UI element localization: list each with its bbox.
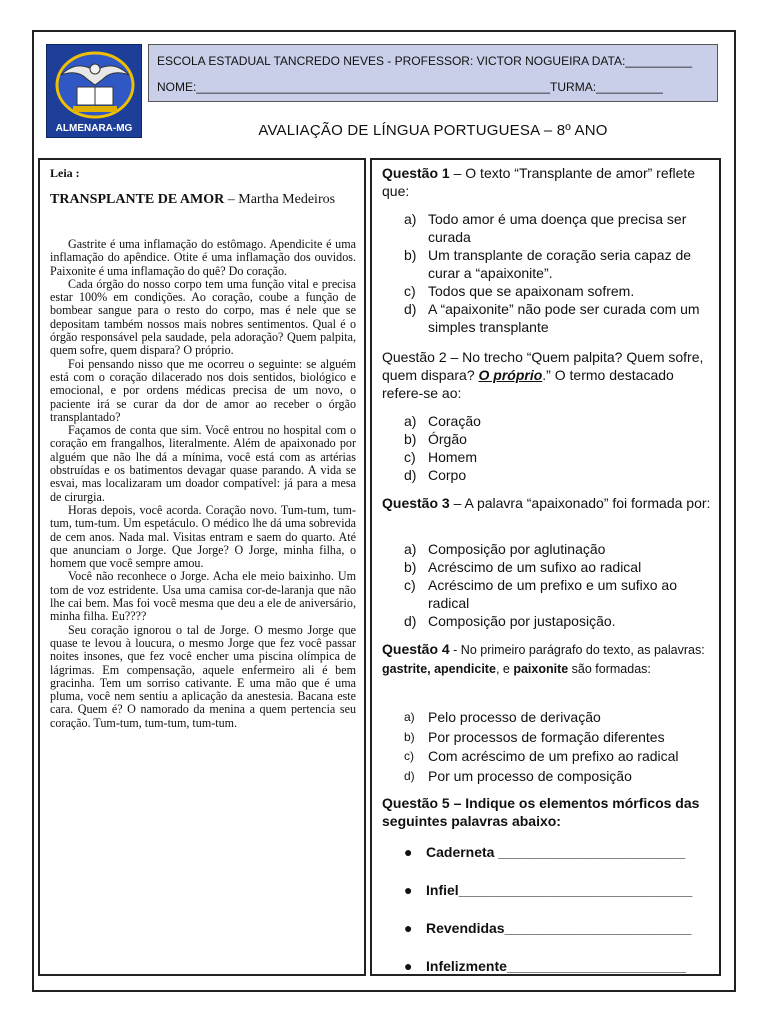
question-2 [382,348,712,402]
option-item[interactable]: a) Coração [404,413,481,429]
question-2-options [404,412,710,484]
story-author: – Martha Medeiros [224,192,336,207]
question-1-text: – O texto “Transplante de amor” reflete que: [382,165,696,199]
answer-line[interactable]: ● Revendidas________________________ [404,920,692,936]
question-3 [382,494,712,512]
bullet-icon: ● [404,882,413,898]
answer-line[interactable]: ● Infelizmente_______________________ [404,958,686,974]
logo-caption: ALMENARA-MG [55,123,133,134]
question-5-list [402,844,712,976]
option-item[interactable]: b) Por processos de formação diferentes [404,728,665,745]
story-body [50,238,356,730]
story-paragraph: Horas depois, você acorda. Coração novo. Tum-tum, tum-tum, tum-tum. Um espetáculo. O médico lhe dá uma sobrevida de cem anos. Nada mal. Visitas entram e saem do quarto. Até que anunciam o Jorge. Que Jorge? O Jorge, minha filha, o homem que você sempre amou. [50,502,356,571]
answer-line[interactable]: ● Infiel______________________________ [404,882,693,898]
option-item[interactable]: b) Órgão [404,431,467,447]
question-4: Questão 4 - No primeiro parágrafo do texto, as palavras: gastrite, apendicite, e paixonite são formadas: [382,641,705,676]
option-item[interactable]: d) Corpo [404,467,467,483]
question-4-text: - No primeiro parágrafo do texto, as palavras: [449,643,705,657]
option-item[interactable]: c) Com acréscimo de um prefixo ao radical [404,748,679,764]
option-item[interactable]: a) Composição por aglutinação [404,541,606,557]
question-2-text: Questão 2 – No trecho “Quem palpita? Quem sofre, quem dispara? [382,349,704,383]
option-item[interactable]: b) Um transplante de coração seria capaz de curar a “apaixonite”. [404,247,692,281]
question-1-options [404,210,710,336]
question-3-label: Questão 3 [382,495,450,511]
answer-line[interactable]: ● Caderneta ________________________ [404,844,686,860]
option-item[interactable]: a) Pelo processo de derivação [404,709,601,725]
question-4-words: gastrite, apendicite [382,662,496,676]
school-logo [46,44,142,138]
option-item[interactable]: d) Por um processo de composição [404,767,632,784]
bullet-icon: ● [404,958,413,974]
story-paragraph: Gastrite é uma inflamação do estômago. Apendicite é uma inflamação do apêndice. Otite é uma inflamação dos ouvidos. Paixonite é uma inflamação do quê? Do coração. [50,237,356,278]
question-2-text-end: .” O termo destacado refere-se ao: [382,367,674,401]
story-paragraph: Você não reconhece o Jorge. Acha ele meio baixinho. Um tom de voz estridente. Usa uma camisa cor-de-laranja que não lhe cai bem. Mas foi você mesma que deu a ele de aniversário, minha filha. Eu???? [50,569,356,624]
story-paragraph: Seu coração ignorou o tal de Jorge. O mesmo Jorge que quase te levou à loucura, o mesmo Jorge que fez você passar noites insones, que fez você encher uma piscina olímpica de lágrimas. Em compensação, aquele enfermeiro ali é bem gracinha. Tem um sorriso cativante. E uma mão que é uma pluma, você nem sentiu a aplicação da anestesia. Bacana este cara. Quem é? O namorado da menina a quem pertencia seu coração. Tum-tum, tum-tum, tum-tum. [50,622,356,730]
reading-lead: Leia : [50,166,80,180]
question-3-options [404,540,710,630]
story-paragraph: Cada órgão do nosso corpo tem uma função vital e precisa estar 100% em condições. Ao coração, coube a função de bombear sangue para o resto do corpo, mas é nele que se depositam também nossos mais nobres sentimentos. Qual é o órgão responsável pela saudade, pela adoração? Quem palpita, quem sofre, quem dispara? O próprio. [50,276,356,358]
option-item[interactable]: d) Composição por justaposição. [404,613,616,629]
reading-panel [38,158,366,976]
option-item[interactable]: c) Acréscimo de um prefixo e um sufixo ao radical [404,577,677,611]
header-info-box [148,44,718,102]
question-2-highlight: O próprio [478,367,543,383]
questions-panel [370,158,721,976]
question-1-label: Questão 1 [382,165,450,181]
story-paragraph: Foi pensando nisso que me ocorreu o seguinte: se alguém está com o coração dilacerado nos dois sentidos, biológico e emocional, e por ordens médicas precisa de um novo, o paciente irá se curar da dor de amor ao receber o órgão transplantado? [50,356,356,424]
bullet-icon: ● [404,844,413,860]
story-title [50,192,350,208]
option-item[interactable]: d) A “apaixonite” não pode ser curada com um simples transplante [404,301,700,335]
question-1 [382,164,712,200]
question-4-word: paixonite [513,662,569,676]
evaluation-title: AVALIAÇÃO DE LÍNGUA PORTUGUESA – 8º ANO [258,122,608,139]
name-class-line: NOME:_____________________________________________________TURMA:__________ [157,80,663,94]
option-item[interactable]: a) Todo amor é uma doença que precisa ser curada [404,211,687,245]
question-3-text: – A palavra “apaixonado” foi formada por: [449,495,711,511]
story-paragraph: Façamos de conta que sim. Você entrou no hospital com o coração em frangalhos, literalmente. Além de apaixonado por alguém que não lhe dá a mínima, você está com as artérias obstruídas e os batimentos devagar quase parando. A vida se esvai, mas localizaram um doador compatível: já para a mesa de cirurgia. [50,423,356,504]
option-item[interactable]: c) Todos que se apaixonam sofrem. [404,283,635,299]
question-4-label: Questão 4 [382,641,450,657]
school-teacher-date-line: ESCOLA ESTADUAL TANCREDO NEVES - PROFESSOR: VICTOR NOGUEIRA DATA:__________ [157,54,693,68]
question-4-options [404,708,710,786]
bullet-icon: ● [404,920,413,936]
story-title-text: TRANSPLANTE DE AMOR [50,192,225,207]
question-5: Questão 5 – Indique os elementos mórficos das seguintes palavras abaixo: [382,795,700,829]
option-item[interactable]: c) Homem [404,449,478,465]
option-item[interactable]: b) Acréscimo de um sufixo ao radical [404,559,642,575]
